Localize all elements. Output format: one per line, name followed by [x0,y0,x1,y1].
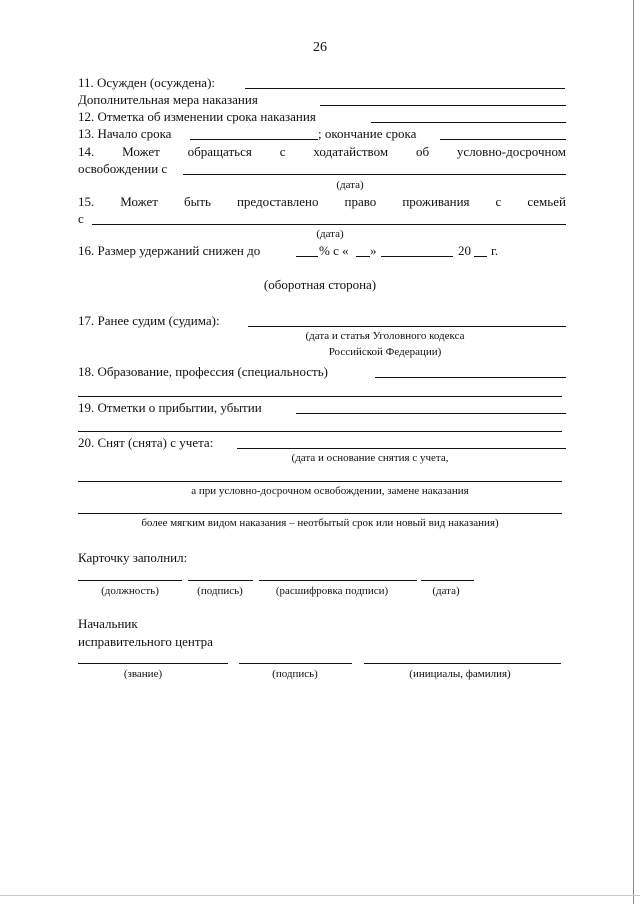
field-16-from-label: % с « [319,243,349,258]
field-13-label: 13. Начало срока [78,126,172,141]
field-15-word: Может [120,194,158,209]
field-17-line[interactable] [248,326,566,327]
filled-by-date-line[interactable] [421,580,474,581]
chief-rank-hint: (звание) [123,668,163,680]
chief-signature-line[interactable] [239,663,352,664]
field-17-hint-1: (дата и статья Уголовного кодекса [305,330,465,342]
filled-by-signature-line[interactable] [188,580,253,581]
field-15-word: семьей [527,194,566,209]
field-14-word: ходатайством [313,144,389,159]
field-14-hint: (дата) [336,179,364,191]
field-17-hint-2: Российской Федерации) [328,346,442,358]
chief-title-1: Начальник [78,616,138,631]
filled-by-decoding-hint: (расшифровка подписи) [275,585,389,597]
field-16-year-suffix: г. [491,243,499,258]
field-15-word: 15. [78,194,95,209]
field-16-month-line[interactable] [381,256,453,257]
field-19-line-2[interactable] [78,431,562,432]
field-11-label: 11. Осужден (осуждена): [78,75,216,90]
field-15-word: с [495,194,502,209]
field-19-label: 19. Отметки о прибытии, убытии [78,400,262,415]
field-13-end-label: ; окончание срока [318,126,417,141]
page-edge-right [633,0,634,904]
chief-title-2: исправительного центра [78,634,213,649]
page-number: 26 [313,40,327,55]
field-20-hint-2: а при условно-досрочном освобождении, замене наказания [191,485,469,497]
field-20-line[interactable] [237,448,566,449]
field-11-extra-label: Дополнительная мера наказания [78,92,258,107]
field-15-word: право [344,194,377,209]
field-13-end-line[interactable] [440,139,566,140]
field-15-word: проживания [402,194,470,209]
field-14-word: Может [122,144,160,159]
page-edge-bottom [0,895,640,896]
field-15-cont-label: с [78,211,84,226]
field-14-word: обращаться [187,144,252,159]
filled-by-decoding-line[interactable] [259,580,417,581]
field-11-line[interactable] [245,88,565,89]
field-20-hint-1: (дата и основание снятия с учета, [291,452,449,464]
field-14-word: об [415,144,430,159]
chief-initials-hint: (инициалы, фамилия) [409,668,511,680]
field-16-percent-line[interactable] [296,256,318,257]
field-13-start-line[interactable] [190,139,318,140]
field-18-line-1[interactable] [375,377,566,378]
field-15-hint: (дата) [316,228,344,240]
field-16-label: 16. Размер удержаний снижен до [78,243,261,258]
chief-rank-line[interactable] [78,663,228,664]
field-14-word: условно-досрочном [456,144,566,159]
field-16-year-prefix: 20 [458,243,471,258]
field-18-label: 18. Образование, профессия (специальность) [78,364,328,379]
filled-by-signature-hint: (подпись) [197,585,243,597]
field-15-word: быть [183,194,211,209]
field-18-line-2[interactable] [78,396,562,397]
field-20-line-3[interactable] [78,513,562,514]
field-14-word: 14. [78,144,95,159]
field-12-label: 12. Отметка об изменении срока наказания [78,109,316,124]
field-20-hint-3: более мягким видом наказания – неотбытый срок или новый вид наказания) [141,517,499,529]
field-20-label: 20. Снят (снята) с учета: [78,435,214,450]
field-14-label [78,144,566,160]
field-20-line-2[interactable] [78,481,562,482]
field-17-label: 17. Ранее судим (судима): [78,313,220,328]
filled-by-label: Карточку заполнил: [78,550,188,565]
field-12-line[interactable] [371,122,566,123]
field-14-word: с [279,144,286,159]
field-16-quote-close: » [370,243,377,258]
field-14-line[interactable] [183,174,566,175]
field-14-cont-label: освобождении с [78,161,168,176]
field-11-extra-line[interactable] [320,105,566,106]
filled-by-date-hint: (дата) [432,585,460,597]
field-19-line-1[interactable] [296,413,566,414]
filled-by-position-line[interactable] [78,580,182,581]
back-side-heading: (оборотная сторона) [263,277,377,292]
field-16-year-line[interactable] [474,256,487,257]
chief-initials-line[interactable] [364,663,561,664]
field-15-line[interactable] [92,224,566,225]
field-15-word: предоставлено [236,194,319,209]
field-15-label [78,194,566,210]
chief-signature-hint: (подпись) [272,668,318,680]
filled-by-position-hint: (должность) [101,585,159,597]
field-16-day-line[interactable] [356,256,370,257]
